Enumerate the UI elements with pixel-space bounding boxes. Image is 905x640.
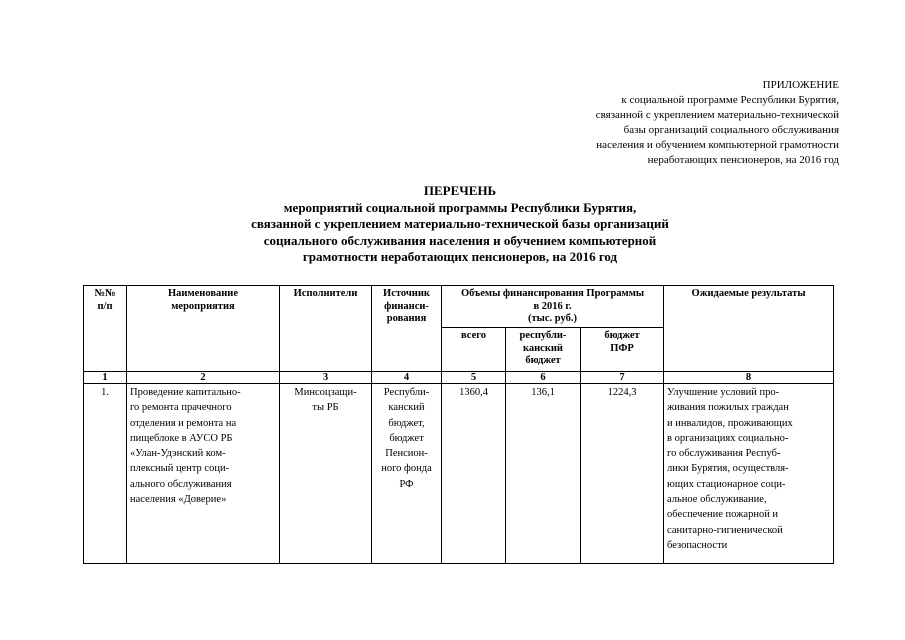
- column-number: 6: [506, 372, 581, 384]
- column-numbers-row: [84, 372, 834, 384]
- title-line: грамотности неработающих пенсионеров, на 2016 год: [302, 249, 618, 264]
- row-pfr-budget: 1224,3: [581, 384, 664, 564]
- title-line: мероприятий социальной программы Республики Бурятия,: [283, 199, 637, 215]
- row-name: Проведение капитально- го ремонта прачечного отделения и ремонта на пищеблоке в АУСО РБ «Улан-Удэнский ком- плексный центр соци- ального обслуживания населения «Доверие»: [127, 384, 280, 564]
- column-number: 4: [372, 372, 442, 384]
- appendix-line: населения и обучением компьютерной грамотности: [596, 139, 839, 151]
- header-total: всего: [442, 328, 506, 372]
- row-executor: Минсоцзащи- ты РБ: [280, 384, 372, 564]
- row-total: 1360,4: [442, 384, 506, 564]
- header-name: Наименование мероприятия: [127, 286, 280, 372]
- row-num: 1.: [84, 384, 127, 564]
- row-results: Улучшение условий про- живания пожилых граждан и инвалидов, проживающих в организациях социально- го обслуживания Респуб- лики Бурятия, осуществля- ющих стационарное соци- альное обслуживание, обеспечение пожарной и санитарно-гигиенической безопасности: [664, 384, 834, 564]
- appendix-heading: ПРИЛОЖЕНИЕ: [762, 79, 839, 91]
- appendix-line: неработающих пенсионеров, на 2016 год: [647, 154, 839, 166]
- header-source: Источник финанси- рования: [372, 286, 442, 372]
- title-line: связанной с укреплением материально-технической базы организаций: [251, 216, 669, 231]
- appendix-line: базы организаций социального обслуживания: [623, 124, 839, 136]
- document-title: [90, 183, 830, 266]
- row-republic-budget: 136,1: [506, 384, 581, 564]
- column-number: 5: [442, 372, 506, 384]
- header-num: №№ п/п: [84, 286, 127, 372]
- row-source: Республи- канский бюджет, бюджет Пенсион- ного фонда РФ: [372, 384, 442, 564]
- header-republic-budget: республи- канский бюджет: [506, 328, 581, 372]
- appendix-line: связанной с укреплением материально-технической: [595, 109, 839, 121]
- column-number: 8: [664, 372, 834, 384]
- appendix-line: к социальной программе Республики Бурятия,: [621, 94, 839, 106]
- table-row: [84, 384, 834, 564]
- activities-table: [83, 285, 834, 564]
- column-number: 2: [127, 372, 280, 384]
- title-line: социального обслуживания населения и обучением компьютерной: [263, 232, 657, 248]
- header-pfr-budget: бюджет ПФР: [581, 328, 664, 372]
- header-executors: Исполнители: [280, 286, 372, 372]
- header-results: Ожидаемые результаты: [664, 286, 834, 372]
- column-number: 7: [581, 372, 664, 384]
- header-volumes: Объемы финансирования Программы в 2016 г. (тыс. руб.): [442, 286, 664, 328]
- column-number: 3: [280, 372, 372, 384]
- title-heading: ПЕРЕЧЕНЬ: [423, 183, 497, 198]
- column-number: 1: [84, 372, 127, 384]
- appendix-block: [596, 78, 839, 168]
